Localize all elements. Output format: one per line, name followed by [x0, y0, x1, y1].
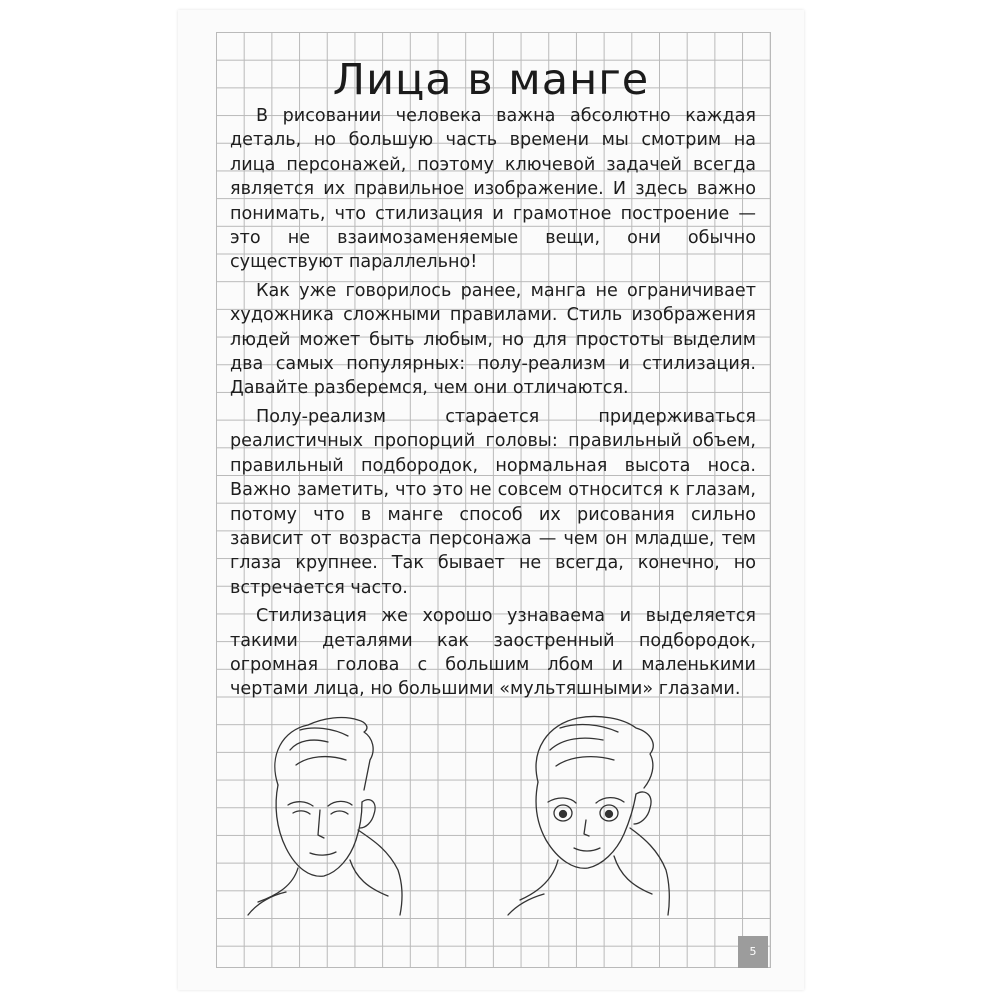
book-page: [178, 10, 804, 990]
paragraph: Полу-реализм старается придерживаться реалистичных пропорций головы: правильный объем, правильный подбородок, нормальная высота носа. Важно заметить, что это не совсем относится к глазам, потому что в манге способ их рисования сильно зависит от возраста персонажа — чем он младше, тем глаза крупнее. Так бывает не всегда, конечно, но встречается часто.: [230, 406, 756, 598]
stylized-face-sketch: [508, 716, 669, 915]
face-illustrations: [238, 710, 698, 925]
paragraph: Стилизация же хорошо узнаваема и выделяется такими деталями как заостренный подбородок, огромная голова с большим лбом и маленькими чертами лица, но большими «мультяшными» глазами.: [230, 606, 756, 700]
paragraph: Как уже говорилось ранее, манга не ограничивает художника сложными правилами. Стиль изображения людей может быть любым, но для простоты выделим два самых популярных: полу-реализм и стилизация. Давайте разберемся, чем они отличаются.: [230, 280, 756, 399]
body-text: [230, 104, 756, 702]
paragraph: В рисовании человека важна абсолютно каждая деталь, но большую часть времени мы смотрим на лица персонажей, поэтому ключевой задачей всегда является их правильное изображение. И здесь важно понимать, что стилизация и грамотное построение — это не взаимозаменяемые вещи, они обычно существуют параллельно!: [230, 106, 756, 273]
page-number: 5: [738, 936, 768, 968]
page-title: Лица в манге: [332, 55, 650, 105]
semi-realistic-face-sketch: [248, 718, 402, 915]
